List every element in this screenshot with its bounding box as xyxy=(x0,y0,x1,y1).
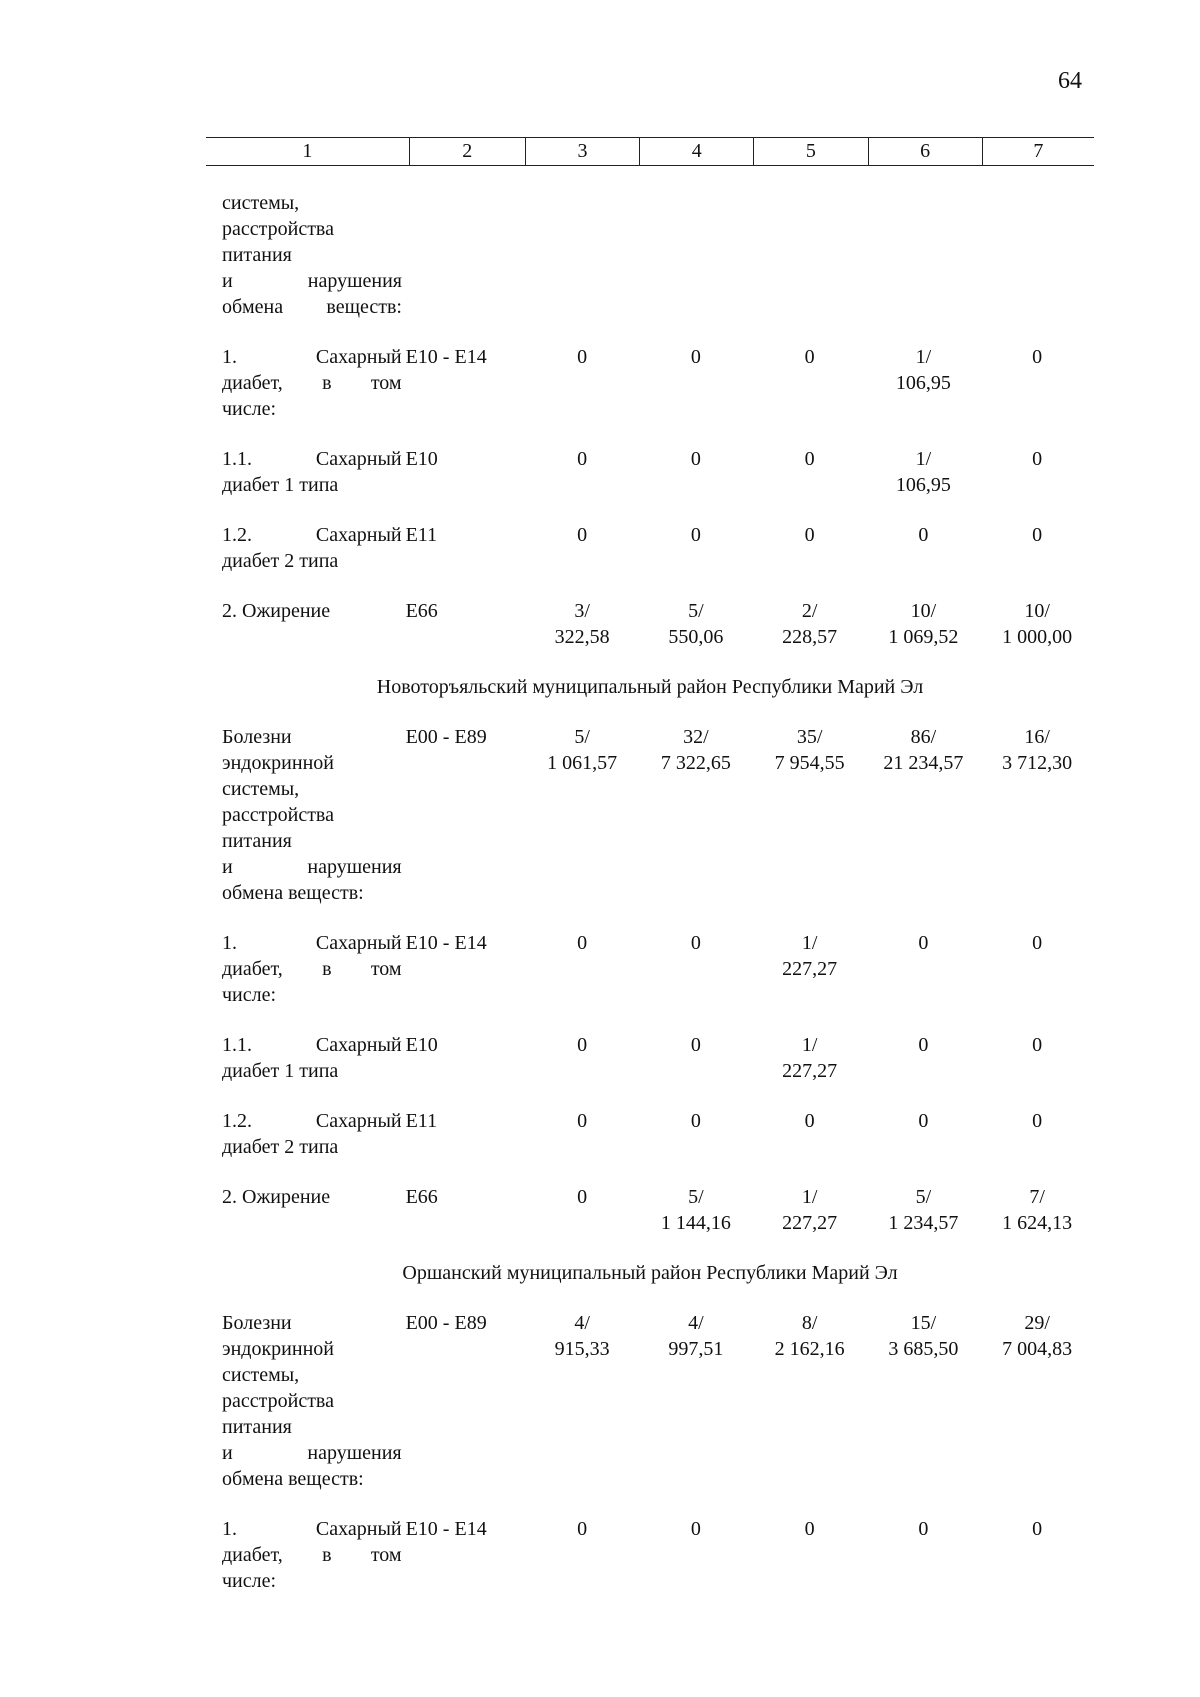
row-label-line: расстройства xyxy=(222,804,334,826)
cell-value: 0 xyxy=(804,346,815,368)
cell-v5 xyxy=(753,1032,867,1084)
cell-value: 0 xyxy=(577,932,588,954)
cell-value: 5/ xyxy=(574,726,590,748)
cell-v5 xyxy=(753,724,867,776)
table-row xyxy=(222,522,1094,574)
cell-value: 1 069,52 xyxy=(888,626,959,648)
cell-v5 xyxy=(753,344,867,370)
row-label-line: эндокринной xyxy=(222,752,334,774)
cell-value: 0 xyxy=(804,524,815,546)
cell-value: 16/ xyxy=(1024,726,1050,748)
row-label-line: расстройства xyxy=(222,218,334,240)
cell-value: 0 xyxy=(1032,1034,1043,1056)
header-col-1: 1 xyxy=(206,138,410,165)
cell-v7 xyxy=(980,930,1094,956)
table-row xyxy=(222,724,1094,906)
cell-value: 227,27 xyxy=(782,1212,838,1234)
cell-v5 xyxy=(753,1516,867,1542)
cell-v7 xyxy=(980,522,1094,548)
cell-value: 0 xyxy=(690,524,701,546)
cell-value: 21 234,57 xyxy=(883,752,964,774)
cell-value: 0 xyxy=(1032,524,1043,546)
row-label-line: диабет 1 типа xyxy=(222,1060,339,1082)
row-code: E11 xyxy=(405,524,438,546)
cell-value: 915,33 xyxy=(554,1338,610,1360)
table-body xyxy=(222,190,1094,1594)
row-label-line: и нарушения xyxy=(222,270,402,292)
cell-value: 1/ xyxy=(915,346,932,368)
row-code: E66 xyxy=(405,1186,438,1208)
row-label xyxy=(222,1032,402,1084)
table-row xyxy=(222,344,1094,422)
cell-v7 xyxy=(980,446,1094,472)
row-label-line: 1.2. Сахарный xyxy=(222,1110,402,1132)
cell-value: 10/ xyxy=(1024,600,1050,622)
row-label xyxy=(222,1516,402,1594)
cell-v3 xyxy=(525,724,639,776)
cell-v4 xyxy=(639,1184,753,1236)
cell-v6 xyxy=(867,344,981,396)
header-col-5: 5 xyxy=(754,138,868,165)
row-label-line: 2. Ожирение xyxy=(222,1186,331,1208)
table-row xyxy=(222,1516,1094,1594)
cell-value: 8/ xyxy=(801,1312,818,1334)
row-label xyxy=(222,344,402,422)
cell-v7 xyxy=(980,1516,1094,1542)
cell-value: 0 xyxy=(1032,346,1043,368)
cell-value: 0 xyxy=(918,1110,929,1132)
header-col-7: 7 xyxy=(1033,140,1044,162)
row-label-line: 1. Сахарный xyxy=(222,932,402,954)
cell-v6 xyxy=(867,1310,981,1362)
cell-value: 86/ xyxy=(910,726,937,748)
cell-value: 29/ xyxy=(1024,1312,1050,1334)
header-col-3: 3 xyxy=(526,138,640,165)
table-row xyxy=(222,1184,1094,1236)
row-label-line: 1.1. Сахарный xyxy=(222,448,402,470)
cell-v5 xyxy=(753,1108,867,1134)
cell-v7 xyxy=(980,1032,1094,1058)
row-label-line: и нарушения xyxy=(222,856,402,878)
row-label xyxy=(222,190,402,320)
cell-v6 xyxy=(867,1108,981,1134)
table-row xyxy=(222,1032,1094,1084)
cell-value: 7/ xyxy=(1029,1186,1045,1208)
cell-v3 xyxy=(525,1516,639,1542)
cell-value: 5/ xyxy=(915,1186,932,1208)
cell-value: 0 xyxy=(690,1034,701,1056)
row-label-line: системы, xyxy=(222,192,300,214)
cell-v4 xyxy=(639,344,753,370)
cell-value: 4/ xyxy=(688,1312,704,1334)
cell-value: 0 xyxy=(1032,932,1043,954)
cell-value: 7 322,65 xyxy=(660,752,731,774)
cell-v5 xyxy=(753,598,867,650)
row-label xyxy=(222,724,402,906)
cell-v7 xyxy=(980,1184,1094,1236)
cell-value: 35/ xyxy=(796,726,823,748)
row-code: E10 - E14 xyxy=(405,1518,487,1540)
cell-value: 2/ xyxy=(801,600,818,622)
cell-value: 0 xyxy=(804,1110,815,1132)
row-label-line: 1. Сахарный xyxy=(222,346,402,368)
cell-value: 997,51 xyxy=(668,1338,724,1360)
row-label-line: диабет, в том xyxy=(222,958,402,980)
cell-value: 0 xyxy=(577,1034,588,1056)
row-code: E10 xyxy=(405,1034,438,1056)
cell-value: 1 061,57 xyxy=(547,752,618,774)
cell-value: 0 xyxy=(577,346,588,368)
cell-v7 xyxy=(980,344,1094,370)
cell-v3 xyxy=(525,930,639,956)
row-label xyxy=(222,522,402,574)
cell-value: 1 624,13 xyxy=(1002,1212,1073,1234)
section-title: Новоторъяльский муниципальный район Республики Марий Эл xyxy=(376,676,924,698)
row-code: E10 - E14 xyxy=(405,346,487,368)
cell-value: 7 004,83 xyxy=(1002,1338,1073,1360)
row-label-line: числе: xyxy=(222,1570,277,1592)
cell-value: 0 xyxy=(577,1186,588,1208)
cell-v6 xyxy=(867,1032,981,1058)
row-label-line: числе: xyxy=(222,984,277,1006)
cell-v4 xyxy=(639,1516,753,1542)
row-label-line: и нарушения xyxy=(222,1442,402,1464)
cell-value: 0 xyxy=(690,346,701,368)
table-row xyxy=(222,446,1094,498)
cell-value: 1/ xyxy=(801,1186,818,1208)
cell-value: 0 xyxy=(577,448,588,470)
cell-value: 550,06 xyxy=(668,626,724,648)
table-header xyxy=(206,137,1094,166)
row-label xyxy=(222,446,402,498)
row-label-line: расстройства xyxy=(222,1390,334,1412)
cell-value: 0 xyxy=(577,1110,588,1132)
cell-v4 xyxy=(639,598,753,650)
cell-v5 xyxy=(753,1184,867,1236)
cell-value: 0 xyxy=(1032,1110,1043,1132)
cell-v7 xyxy=(980,1108,1094,1134)
cell-value: 1/ xyxy=(915,448,932,470)
section-title: Оршанский муниципальный район Республики Марий Эл xyxy=(402,1262,898,1284)
row-code: E00 - E89 xyxy=(405,726,487,748)
row-label-line: диабет, в том xyxy=(222,1544,402,1566)
cell-v7 xyxy=(980,598,1094,650)
row-label-line: питания xyxy=(222,830,292,852)
table-row xyxy=(222,190,1094,320)
header-col-2: 2 xyxy=(410,138,526,165)
row-label-line: Болезни xyxy=(222,726,292,748)
row-code: E10 xyxy=(405,448,438,470)
cell-value: 0 xyxy=(804,1518,815,1540)
cell-value: 15/ xyxy=(910,1312,937,1334)
cell-v5 xyxy=(753,930,867,982)
cell-value: 227,27 xyxy=(782,958,838,980)
row-code: E00 - E89 xyxy=(405,1312,487,1334)
table-row xyxy=(222,1108,1094,1160)
row-label xyxy=(222,1184,402,1210)
cell-value: 0 xyxy=(690,932,701,954)
cell-v4 xyxy=(639,1032,753,1058)
cell-value: 0 xyxy=(577,524,588,546)
row-label-line: системы, xyxy=(222,778,300,800)
header-col-6: 6 xyxy=(869,138,983,165)
cell-value: 0 xyxy=(918,524,929,546)
cell-value: 106,95 xyxy=(895,474,951,496)
cell-v6 xyxy=(867,522,981,548)
row-label xyxy=(222,930,402,1008)
cell-v3 xyxy=(525,598,639,650)
cell-value: 0 xyxy=(690,448,701,470)
page-number: 64 xyxy=(1058,68,1082,94)
row-label-line: 1. Сахарный xyxy=(222,1518,402,1540)
cell-value: 0 xyxy=(690,1110,701,1132)
row-label-line: питания xyxy=(222,1416,292,1438)
cell-v6 xyxy=(867,598,981,650)
cell-value: 227,27 xyxy=(782,1060,838,1082)
cell-value: 1/ xyxy=(801,932,818,954)
cell-v4 xyxy=(639,724,753,776)
cell-value: 2 162,16 xyxy=(774,1338,845,1360)
cell-v7 xyxy=(980,1310,1094,1362)
cell-v5 xyxy=(753,522,867,548)
row-label-line: диабет 2 типа xyxy=(222,550,339,572)
cell-v6 xyxy=(867,724,981,776)
cell-value: 1 000,00 xyxy=(1002,626,1073,648)
cell-value: 0 xyxy=(918,1034,929,1056)
cell-value: 1/ xyxy=(801,1034,818,1056)
cell-v4 xyxy=(639,522,753,548)
cell-value: 228,57 xyxy=(782,626,838,648)
cell-value: 0 xyxy=(918,1518,929,1540)
row-label xyxy=(222,1310,402,1492)
cell-v6 xyxy=(867,930,981,956)
row-label-line: числе: xyxy=(222,398,277,420)
cell-value: 0 xyxy=(918,932,929,954)
row-label-line: Болезни xyxy=(222,1312,292,1334)
cell-value: 4/ xyxy=(574,1312,590,1334)
row-label-line: 2. Ожирение xyxy=(222,600,331,622)
row-label-line: 1.2. Сахарный xyxy=(222,524,402,546)
cell-value: 0 xyxy=(1032,448,1043,470)
row-label-line: питания xyxy=(222,244,292,266)
cell-v7 xyxy=(980,724,1094,776)
header-row xyxy=(206,138,1094,165)
cell-value: 1 144,16 xyxy=(660,1212,731,1234)
cell-value: 32/ xyxy=(683,726,709,748)
header-col-4: 4 xyxy=(640,138,754,165)
cell-value: 1 234,57 xyxy=(888,1212,959,1234)
row-code: E11 xyxy=(405,1110,438,1132)
cell-v4 xyxy=(639,1310,753,1362)
cell-v3 xyxy=(525,1108,639,1134)
cell-value: 322,58 xyxy=(554,626,610,648)
cell-value: 106,95 xyxy=(895,372,951,394)
row-code: E10 - E14 xyxy=(405,932,487,954)
cell-value: 3 712,30 xyxy=(1002,752,1073,774)
cell-v5 xyxy=(753,446,867,472)
table-row xyxy=(222,1310,1094,1492)
cell-value: 0 xyxy=(804,448,815,470)
row-label xyxy=(222,598,402,624)
cell-v3 xyxy=(525,1032,639,1058)
cell-v6 xyxy=(867,446,981,498)
row-label-line: обмена веществ: xyxy=(222,1468,364,1490)
row-label-line: обмена веществ: xyxy=(222,882,364,904)
cell-v6 xyxy=(867,1516,981,1542)
row-label xyxy=(222,1108,402,1160)
row-label-line: диабет, в том xyxy=(222,372,402,394)
cell-v3 xyxy=(525,1184,639,1210)
cell-value: 0 xyxy=(577,1518,588,1540)
cell-v3 xyxy=(525,1310,639,1362)
cell-v3 xyxy=(525,522,639,548)
cell-value: 0 xyxy=(1032,1518,1043,1540)
cell-v5 xyxy=(753,1310,867,1362)
cell-v6 xyxy=(867,1184,981,1236)
table-row xyxy=(222,930,1094,1008)
row-code: E66 xyxy=(405,600,438,622)
row-label-line: 1.1. Сахарный xyxy=(222,1034,402,1056)
cell-value: 0 xyxy=(690,1518,701,1540)
row-label-line: эндокринной xyxy=(222,1338,334,1360)
cell-value: 3/ xyxy=(574,600,590,622)
table-row xyxy=(222,598,1094,650)
cell-value: 5/ xyxy=(688,600,704,622)
cell-v4 xyxy=(639,1108,753,1134)
cell-v3 xyxy=(525,344,639,370)
cell-v4 xyxy=(639,930,753,956)
cell-value: 5/ xyxy=(688,1186,704,1208)
row-label-line: обмена веществ: xyxy=(222,296,402,318)
cell-value: 7 954,55 xyxy=(774,752,845,774)
cell-v3 xyxy=(525,446,639,472)
row-label-line: системы, xyxy=(222,1364,300,1386)
row-label-line: диабет 2 типа xyxy=(222,1136,339,1158)
row-label-line: диабет 1 типа xyxy=(222,474,339,496)
cell-v4 xyxy=(639,446,753,472)
cell-value: 10/ xyxy=(910,600,937,622)
cell-value: 3 685,50 xyxy=(888,1338,959,1360)
